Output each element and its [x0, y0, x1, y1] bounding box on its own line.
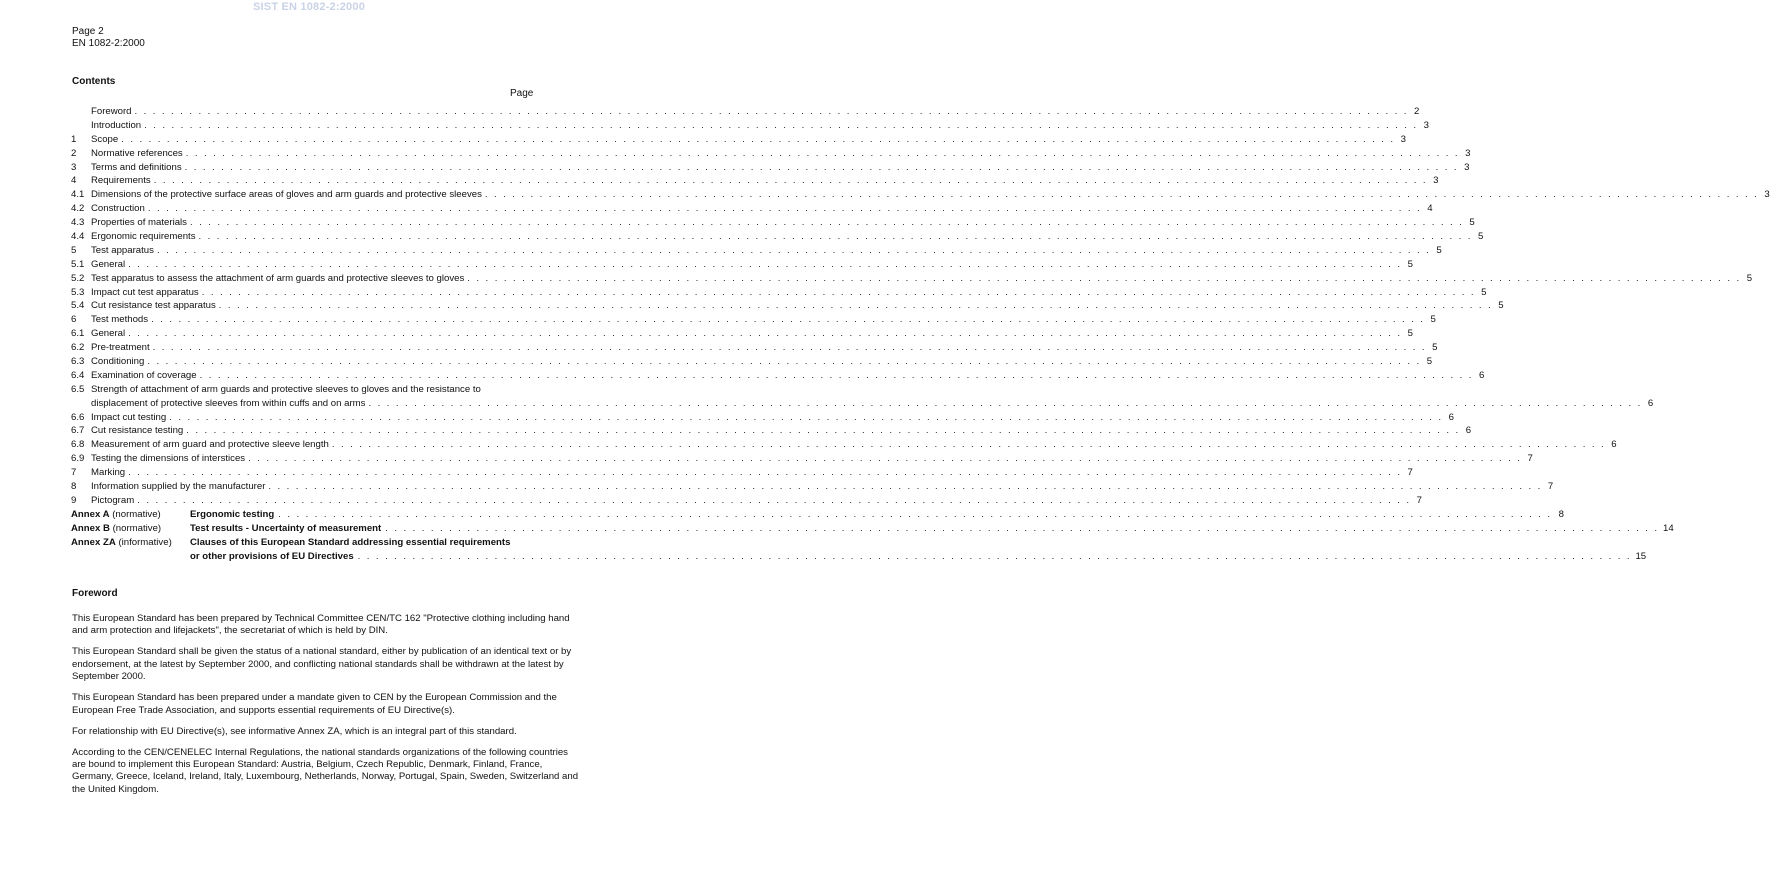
toc-leader-dots: . . . . . . . . . . . . . . . . . . . . . . . . . . . . . . . . . . . . . . . . . . . . . . . . . . . . . . . . . . . . . . . . . . . . . . . . . . . . . . . . . . . . . . . . . . . . . . . . . . . . . . . . . . . . . . . . . . . . . . . . . . . . . . . . . . . . . . . . . . . . [218, 300, 1493, 312]
toc-leader-dots: . . . . . . . . . . . . . . . . . . . . . . . . . . . . . . . . . . . . . . . . . . . . . . . . . . . . . . . . . . . . . . . . . . . . . . . . . . . . . . . . . . . . . . . . . . . . . . . . . . . . . . . . . . . . . . . . . . . . . . . . . . . . . . . . . . . . . . . . . . . . [144, 119, 1418, 131]
toc-leader-dots: . . . . . . . . . . . . . . . . . . . . . . . . . . . . . . . . . . . . . . . . . . . . . . . . . . . . . . . . . . . . . . . . . . . . . . . . . . . . . . . . . . . . . . . . . . . . . . . . . . . . . . . . . . . . . . . . . . . . . . . . . . . . . . . . . . . . . . . . . . . . [357, 550, 1632, 562]
toc-entry-page: 3 [1423, 119, 1429, 131]
annex-title: Ergonomic testing [190, 508, 275, 520]
toc-entry-title: Requirements [91, 175, 151, 187]
toc-entry-title: Examination of coverage [91, 369, 197, 381]
foreword-paragraph: For relationship with EU Directive(s), see informative Annex ZA, which is an integral part of this standard. [72, 725, 517, 737]
foreword-paragraph: This European Standard has been prepared by Technical Committee CEN/TC 162 "Protective clothing including hand and arm protection and lifejackets", the secretariat of which is held by DIN. [72, 613, 570, 637]
toc-entry[interactable] [71, 411, 1454, 425]
document-id: EN 1082-2:2000 [72, 38, 145, 49]
toc-entry[interactable] [71, 119, 1429, 133]
toc-entry-page: 5 [1477, 231, 1484, 243]
toc-entry-number: 3 [71, 161, 77, 173]
toc-leader-dots: . . . . . . . . . . . . . . . . . . . . . . . . . . . . . . . . . . . . . . . . . . . . . . . . . . . . . . . . . . . . . . . . . . . . . . . . . . . . . . . . . . . . . . . . . . . . . . . . . . . . . . . . . . . . . . . . . . . . . . . . . . . . . . . . . . . . . . . . . . . . [484, 189, 1759, 201]
toc-leader-dots: . . . . . . . . . . . . . . . . . . . . . . . . . . . . . . . . . . . . . . . . . . . . . . . . . . . . . . . . . . . . . . . . . . . . . . . . . . . . . . . . . . . . . . . . . . . . . . . . . . . . . . . . . . . . . . . . . . . . . . . . . . . . . . . . . . . . . . . . . . . . [128, 467, 1402, 479]
toc-entry-title: Test apparatus [91, 244, 154, 256]
toc-entry[interactable] [71, 438, 1617, 452]
toc-entry-number: 4.1 [71, 189, 85, 201]
toc-entry-page: 2 [1413, 106, 1420, 117]
toc-entry-page: 7 [1547, 481, 1554, 493]
annex-page: 14 [1662, 522, 1674, 534]
annex-entry[interactable] [71, 522, 1674, 536]
annex-entry[interactable] [71, 536, 543, 550]
toc-entry-title: Properties of materials [91, 217, 187, 229]
toc-entry-page: 5 [1746, 272, 1753, 284]
toc-entry-number: 4.3 [71, 217, 85, 229]
toc-entry-page: 3 [1465, 147, 1471, 159]
annex-kind: (normative) [112, 508, 161, 520]
annex-label [71, 536, 190, 550]
watermark: SIST EN 1082-2:2000 [252, 1, 366, 13]
toc-entry[interactable] [71, 369, 1485, 383]
toc-entry[interactable] [71, 188, 1770, 202]
toc-entry[interactable] [71, 299, 1504, 313]
toc-entry-title: Dimensions of the protective surface areas of gloves and arm guards and protective sleeves [91, 189, 482, 201]
toc-leader-dots: . . . . . . . . . . . . . . . . . . . . . . . . . . . . . . . . . . . . . . . . . . . . . . . . . . . . . . . . . . . . . . . . . . . . . . . . . . . . . . . . . . . . . . . . . . . . . . . . . . . . . . . . . . . . . . . . . . . . . . . . . . . . . . . . . . . . . . . . . . . . [278, 508, 1552, 520]
toc-entry[interactable] [71, 327, 1413, 341]
toc-entry[interactable] [71, 174, 1439, 188]
toc-entry-page: 5 [1426, 356, 1433, 368]
toc-entry-title: Test apparatus to assess the attachment of arm guards and protective sleeves to gloves [91, 272, 465, 284]
toc-leader-dots: . . . . . . . . . . . . . . . . . . . . . . . . . . . . . . . . . . . . . . . . . . . . . . . . . . . . . . . . . . . . . . . . . . . . . . . . . . . . . . . . . . . . . . . . . . . . . . . . . . . . . . . . . . . . . . . . . . . . . . . . . . . . . . . . . . . . . . . . . . . . [184, 161, 1459, 173]
toc-leader-dots: . . . . . . . . . . . . . . . . . . . . . . . . . . . . . . . . . . . . . . . . . . . . . . . . . . . . . . . . . . . . . . . . . . . . . . . . . . . . . . . . . . . . . . . . . . . . . . . . . . . . . . . . . . . . . . . . . . . . . . . . . . . . . . . . . . . . . . . . . . . . [248, 453, 1522, 465]
toc-entry-number: 5 [71, 244, 77, 256]
contents-title: Contents [72, 76, 116, 87]
toc-entry-number: 6.7 [71, 425, 85, 437]
toc-entry-page: 6 [1479, 369, 1485, 381]
toc-entry[interactable] [71, 383, 543, 397]
toc-entry-number: 4.2 [71, 203, 85, 215]
toc-leader-dots: . . . . . . . . . . . . . . . . . . . . . . . . . . . . . . . . . . . . . . . . . . . . . . . . . . . . . . . . . . . . . . . . . . . . . . . . . . . . . . . . . . . . . . . . . . . . . . . . . . . . . . . . . . . . . . . . . . . . . . . . . . . . . . . . . . . . . . . . . . . . [151, 314, 1425, 326]
toc-entry-number: 6.4 [71, 369, 85, 381]
annex-label [71, 508, 190, 522]
foreword-body [72, 613, 582, 805]
toc-leader-dots: . . . . . . . . . . . . . . . . . . . . . . . . . . . . . . . . . . . . . . . . . . . . . . . . . . . . . . . . . . . . . . . . . . . . . . . . . . . . . . . . . . . . . . . . . . . . . . . . . . . . . . . . . . . . . . . . . . . . . . . . . . . . . . . . . . . . . . . . . . . . [128, 258, 1402, 270]
toc-entry-number: 5.2 [71, 272, 85, 284]
toc-leader-dots: . . . . . . . . . . . . . . . . . . . . . . . . . . . . . . . . . . . . . . . . . . . . . . . . . . . . . . . . . . . . . . . . . . . . . . . . . . . . . . . . . . . . . . . . . . . . . . . . . . . . . . . . . . . . . . . . . . . . . . . . . . . . . . . . . . . . . . . . . . . . [147, 356, 1422, 368]
toc-entry-page: 6 [1465, 425, 1472, 437]
toc-entry-number: 6.8 [71, 439, 85, 451]
toc-entry-page: 4 [1427, 203, 1433, 215]
toc-entry-title: Construction [91, 203, 145, 215]
toc-entry[interactable] [71, 424, 1472, 438]
annex-title: Test results - Uncertainty of measurement [190, 522, 382, 534]
annex-title-cont: or other provisions of EU Directives [190, 550, 354, 562]
toc-entry[interactable] [71, 272, 1753, 286]
toc-leader-dots: . . . . . . . . . . . . . . . . . . . . . . . . . . . . . . . . . . . . . . . . . . . . . . . . . . . . . . . . . . . . . . . . . . . . . . . . . . . . . . . . . . . . . . . . . . . . . . . . . . . . . . . . . . . . . . . . . . . . . . . . . . . . . . . . . . . . . . . . . . . . [385, 522, 1659, 534]
toc-entry-number: 9 [71, 494, 77, 506]
toc-entry-page: 5 [1430, 314, 1436, 326]
toc-entry[interactable] [71, 355, 1433, 369]
toc-entry-number: 7 [71, 467, 77, 479]
annex-title: Clauses of this European Standard addressing essential requirements [190, 536, 511, 548]
toc-entry-number: 6.6 [71, 411, 85, 423]
toc-leader-dots: . . . . . . . . . . . . . . . . . . . . . . . . . . . . . . . . . . . . . . . . . . . . . . . . . . . . . . . . . . . . . . . . . . . . . . . . . . . . . . . . . . . . . . . . . . . . . . . . . . . . . . . . . . . . . . . . . . . . . . . . . . . . . . . . . . . . . . . . . . . . [121, 133, 1395, 145]
toc-entry-page: 5 [1481, 286, 1487, 298]
toc-entry[interactable] [71, 244, 1442, 258]
toc-entry-title: Strength of attachment of arm guards and protective sleeves to gloves and the resistance to [91, 383, 481, 395]
toc-entry-title: Pre-treatment [91, 342, 150, 354]
toc-entry-page: 5 [1407, 328, 1413, 340]
toc-leader-dots: . . . . . . . . . . . . . . . . . . . . . . . . . . . . . . . . . . . . . . . . . . . . . . . . . . . . . . . . . . . . . . . . . . . . . . . . . . . . . . . . . . . . . . . . . . . . . . . . . . . . . . . . . . . . . . . . . . . . . . . . . . . . . . . . . . . . . . . . . . . . [153, 175, 1428, 187]
toc-entry-page: 3 [1433, 175, 1439, 187]
toc-entry-number: 6.9 [71, 453, 85, 465]
toc-leader-dots: . . . . . . . . . . . . . . . . . . . . . . . . . . . . . . . . . . . . . . . . . . . . . . . . . . . . . . . . . . . . . . . . . . . . . . . . . . . . . . . . . . . . . . . . . . . . . . . . . . . . . . . . . . . . . . . . . . . . . . . . . . . . . . . . . . . . . . . . . . . . [128, 328, 1402, 340]
foreword-paragraph: This European Standard shall be given the status of a national standard, either by publication of an identical text or by endorsement, at the latest by September 2000, and conflicting national standards shall be withdrawn at the latest by September 2000. [72, 646, 572, 683]
toc-entry-page: 7 [1527, 453, 1533, 465]
toc-entry-title-cont: displacement of protective sleeves from within cuffs and on arms [91, 397, 366, 409]
toc-leader-dots: . . . . . . . . . . . . . . . . . . . . . . . . . . . . . . . . . . . . . . . . . . . . . . . . . . . . . . . . . . . . . . . . . . . . . . . . . . . . . . . . . . . . . . . . . . . . . . . . . . . . . . . . . . . . . . . . . . . . . . . . . . . . . . . . . . . . . . . . . . . . [137, 494, 1411, 506]
toc-entry-page: 5 [1436, 244, 1442, 256]
toc-entry-number: 2 [71, 147, 77, 159]
toc-leader-dots: . . . . . . . . . . . . . . . . . . . . . . . . . . . . . . . . . . . . . . . . . . . . . . . . . . . . . . . . . . . . . . . . . . . . . . . . . . . . . . . . . . . . . . . . . . . . . . . . . . . . . . . . . . . . . . . . . . . . . . . . . . . . . . . . . . . . . . . . . . . . [331, 439, 1606, 451]
toc-entry[interactable] [71, 105, 1420, 119]
toc-entry-title: Cut resistance testing [91, 425, 184, 437]
toc-entry-number: 6 [71, 314, 77, 326]
toc-leader-dots: . . . . . . . . . . . . . . . . . . . . . . . . . . . . . . . . . . . . . . . . . . . . . . . . . . . . . . . . . . . . . . . . . . . . . . . . . . . . . . . . . . . . . . . . . . . . . . . . . . . . . . . . . . . . . . . . . . . . . . . . . . . . . . . . . . . . . . . . . . . . [156, 244, 1431, 256]
toc-leader-dots: . . . . . . . . . . . . . . . . . . . . . . . . . . . . . . . . . . . . . . . . . . . . . . . . . . . . . . . . . . . . . . . . . . . . . . . . . . . . . . . . . . . . . . . . . . . . . . . . . . . . . . . . . . . . . . . . . . . . . . . . . . . . . . . . . . . . . . . . . . . . [201, 286, 1476, 298]
toc-entry[interactable] [71, 258, 1413, 272]
toc-entry-page: 5 [1469, 217, 1475, 229]
toc-entry-number: 5.3 [71, 286, 85, 298]
toc-entry-number: 5.4 [71, 300, 85, 312]
toc-entry[interactable] [71, 480, 1554, 494]
toc-entry-page: 3 [1400, 133, 1406, 145]
annex-name: Annex ZA [71, 536, 116, 548]
toc-entry[interactable] [71, 466, 1413, 480]
toc-entry[interactable] [71, 202, 1433, 216]
toc-entry[interactable] [71, 313, 1436, 327]
toc-leader-dots: . . . . . . . . . . . . . . . . . . . . . . . . . . . . . . . . . . . . . . . . . . . . . . . . . . . . . . . . . . . . . . . . . . . . . . . . . . . . . . . . . . . . . . . . . . . . . . . . . . . . . . . . . . . . . . . . . . . . . . . . . . . . . . . . . . . . . . . . . . . . [467, 272, 1742, 284]
toc-entry[interactable] [71, 286, 1487, 300]
toc-entry-title: Ergonomic requirements [91, 231, 196, 243]
toc-entry-title: General [91, 258, 126, 270]
toc-entry-page: 7 [1416, 494, 1422, 506]
toc-entry-page: 5 [1498, 300, 1504, 312]
toc-entry-number: 6.3 [71, 356, 85, 368]
page-number: Page 2 [72, 26, 104, 37]
toc-leader-dots: . . . . . . . . . . . . . . . . . . . . . . . . . . . . . . . . . . . . . . . . . . . . . . . . . . . . . . . . . . . . . . . . . . . . . . . . . . . . . . . . . . . . . . . . . . . . . . . . . . . . . . . . . . . . . . . . . . . . . . . . . . . . . . . . . . . . . . . . . . . . [198, 231, 1473, 243]
annex-page: 8 [1558, 508, 1564, 520]
toc-entry[interactable] [71, 147, 1471, 161]
toc-entry[interactable] [71, 230, 1484, 244]
toc-entry-title: Conditioning [91, 356, 145, 368]
toc-entry-title: Introduction [91, 119, 142, 131]
toc-leader-dots: . . . . . . . . . . . . . . . . . . . . . . . . . . . . . . . . . . . . . . . . . . . . . . . . . . . . . . . . . . . . . . . . . . . . . . . . . . . . . . . . . . . . . . . . . . . . . . . . . . . . . . . . . . . . . . . . . . . . . . . . . . . . . . . . . . . . . . . . . . . . [185, 147, 1460, 159]
toc-entry-page: 5 [1407, 258, 1413, 270]
toc-entry-page: 7 [1407, 467, 1413, 479]
annex-kind: (informative) [118, 536, 172, 548]
toc-leader-dots: . . . . . . . . . . . . . . . . . . . . . . . . . . . . . . . . . . . . . . . . . . . . . . . . . . . . . . . . . . . . . . . . . . . . . . . . . . . . . . . . . . . . . . . . . . . . . . . . . . . . . . . . . . . . . . . . . . . . . . . . . . . . . . . . . . . . . . . . . . . . [152, 342, 1427, 354]
toc-entry-page: 5 [1432, 342, 1438, 354]
toc-entry-number: 4.4 [71, 231, 85, 243]
toc-entry-number: 6.2 [71, 342, 85, 354]
toc-leader-dots: . . . . . . . . . . . . . . . . . . . . . . . . . . . . . . . . . . . . . . . . . . . . . . . . . . . . . . . . . . . . . . . . . . . . . . . . . . . . . . . . . . . . . . . . . . . . . . . . . . . . . . . . . . . . . . . . . . . . . . . . . . . . . . . . . . . . . . . . . . . . [368, 397, 1643, 409]
toc-entry[interactable] [71, 133, 1406, 147]
toc-entry-number: 4 [71, 175, 77, 187]
toc-leader-dots: . . . . . . . . . . . . . . . . . . . . . . . . . . . . . . . . . . . . . . . . . . . . . . . . . . . . . . . . . . . . . . . . . . . . . . . . . . . . . . . . . . . . . . . . . . . . . . . . . . . . . . . . . . . . . . . . . . . . . . . . . . . . . . . . . . . . . . . . . . . . [199, 369, 1474, 381]
annex-entry-continuation[interactable] [71, 550, 1647, 564]
toc-entry-title: Test methods [91, 314, 149, 326]
foreword-heading: Foreword [72, 588, 118, 599]
toc-entry[interactable] [71, 341, 1438, 355]
page-header [72, 26, 145, 50]
toc-entry-title: Information supplied by the manufacturer [91, 481, 266, 493]
toc-entry-title: Scope [91, 133, 119, 145]
annex-label [71, 522, 190, 536]
toc-entry-title: Impact cut test apparatus [91, 286, 199, 298]
toc-entry-title: Normative references [91, 147, 183, 159]
annex-name: Annex B [71, 522, 110, 534]
toc-entry-number: 6.5 [71, 383, 85, 395]
toc-entry-title: Measurement of arm guard and protective sleeve length [91, 439, 329, 451]
foreword-paragraph: According to the CEN/CENELEC Internal Regulations, the national standards organizations of the following countries are bound to implement this European Standard: Austria, Belgium, Czech Republic, Denmark, Finland, France, Germany, Greece, Iceland, Ireland, Italy, Luxembourg, Netherlands, Norway, Portugal, Spain, Sweden, Switzerland and the United Kingdom. [72, 746, 579, 795]
toc-entry-number: 8 [71, 481, 77, 493]
toc-entry-page: 6 [1611, 439, 1617, 451]
toc-leader-dots: . . . . . . . . . . . . . . . . . . . . . . . . . . . . . . . . . . . . . . . . . . . . . . . . . . . . . . . . . . . . . . . . . . . . . . . . . . . . . . . . . . . . . . . . . . . . . . . . . . . . . . . . . . . . . . . . . . . . . . . . . . . . . . . . . . . . . . . . . . . . [268, 481, 1543, 493]
toc-entry-continuation[interactable] [71, 397, 1654, 411]
toc-entry[interactable] [71, 161, 1470, 175]
toc-entry-page: 3 [1764, 189, 1770, 201]
toc-entry-title: Pictogram [91, 494, 135, 506]
annex-entry[interactable] [71, 508, 1564, 522]
toc-entry-page: 6 [1647, 397, 1654, 409]
toc-entry-title: Cut resistance test apparatus [91, 300, 216, 312]
toc-leader-dots: . . . . . . . . . . . . . . . . . . . . . . . . . . . . . . . . . . . . . . . . . . . . . . . . . . . . . . . . . . . . . . . . . . . . . . . . . . . . . . . . . . . . . . . . . . . . . . . . . . . . . . . . . . . . . . . . . . . . . . . . . . . . . . . . . . . . . . . . . . . . [169, 411, 1443, 423]
foreword-paragraph: This European Standard has been prepared under a mandate given to CEN by the European Commission and the European Free Trade Association, and supports essential requirements of EU Directive(s). [72, 692, 557, 716]
toc-entry-title: General [91, 328, 126, 340]
annex-page: 15 [1635, 550, 1647, 562]
toc-entry-title: Marking [91, 467, 126, 479]
toc-leader-dots: . . . . . . . . . . . . . . . . . . . . . . . . . . . . . . . . . . . . . . . . . . . . . . . . . . . . . . . . . . . . . . . . . . . . . . . . . . . . . . . . . . . . . . . . . . . . . . . . . . . . . . . . . . . . . . . . . . . . . . . . . . . . . . . . . . . . . . . . . . . . [186, 425, 1461, 437]
toc-entry[interactable] [71, 216, 1475, 230]
toc-leader-dots: . . . . . . . . . . . . . . . . . . . . . . . . . . . . . . . . . . . . . . . . . . . . . . . . . . . . . . . . . . . . . . . . . . . . . . . . . . . . . . . . . . . . . . . . . . . . . . . . . . . . . . . . . . . . . . . . . . . . . . . . . . . . . . . . . . . . . . . . . . . . [189, 217, 1464, 229]
toc-leader-dots: . . . . . . . . . . . . . . . . . . . . . . . . . . . . . . . . . . . . . . . . . . . . . . . . . . . . . . . . . . . . . . . . . . . . . . . . . . . . . . . . . . . . . . . . . . . . . . . . . . . . . . . . . . . . . . . . . . . . . . . . . . . . . . . . . . . . . . . . . . . . [134, 106, 1409, 117]
toc-entry-page: 6 [1448, 411, 1454, 423]
annex-name: Annex A [71, 508, 110, 520]
page-column-label: Page [510, 88, 534, 99]
toc-entry-number: 1 [71, 133, 77, 145]
toc-entry[interactable] [71, 494, 1422, 508]
toc-entry-title: Foreword [91, 106, 132, 117]
annex-kind: (normative) [112, 522, 162, 534]
toc-entry-title: Testing the dimensions of interstices [91, 453, 246, 465]
toc-entry-title: Terms and definitions [91, 161, 182, 173]
toc-entry-number: 6.1 [71, 328, 85, 340]
table-of-contents [71, 105, 1770, 563]
toc-entry-number: 5.1 [71, 258, 85, 270]
toc-entry-page: 3 [1464, 161, 1470, 173]
toc-entry-title: Impact cut testing [91, 411, 167, 423]
toc-leader-dots: . . . . . . . . . . . . . . . . . . . . . . . . . . . . . . . . . . . . . . . . . . . . . . . . . . . . . . . . . . . . . . . . . . . . . . . . . . . . . . . . . . . . . . . . . . . . . . . . . . . . . . . . . . . . . . . . . . . . . . . . . . . . . . . . . . . . . . . . . . . . [147, 203, 1422, 215]
toc-entry[interactable] [71, 452, 1533, 466]
